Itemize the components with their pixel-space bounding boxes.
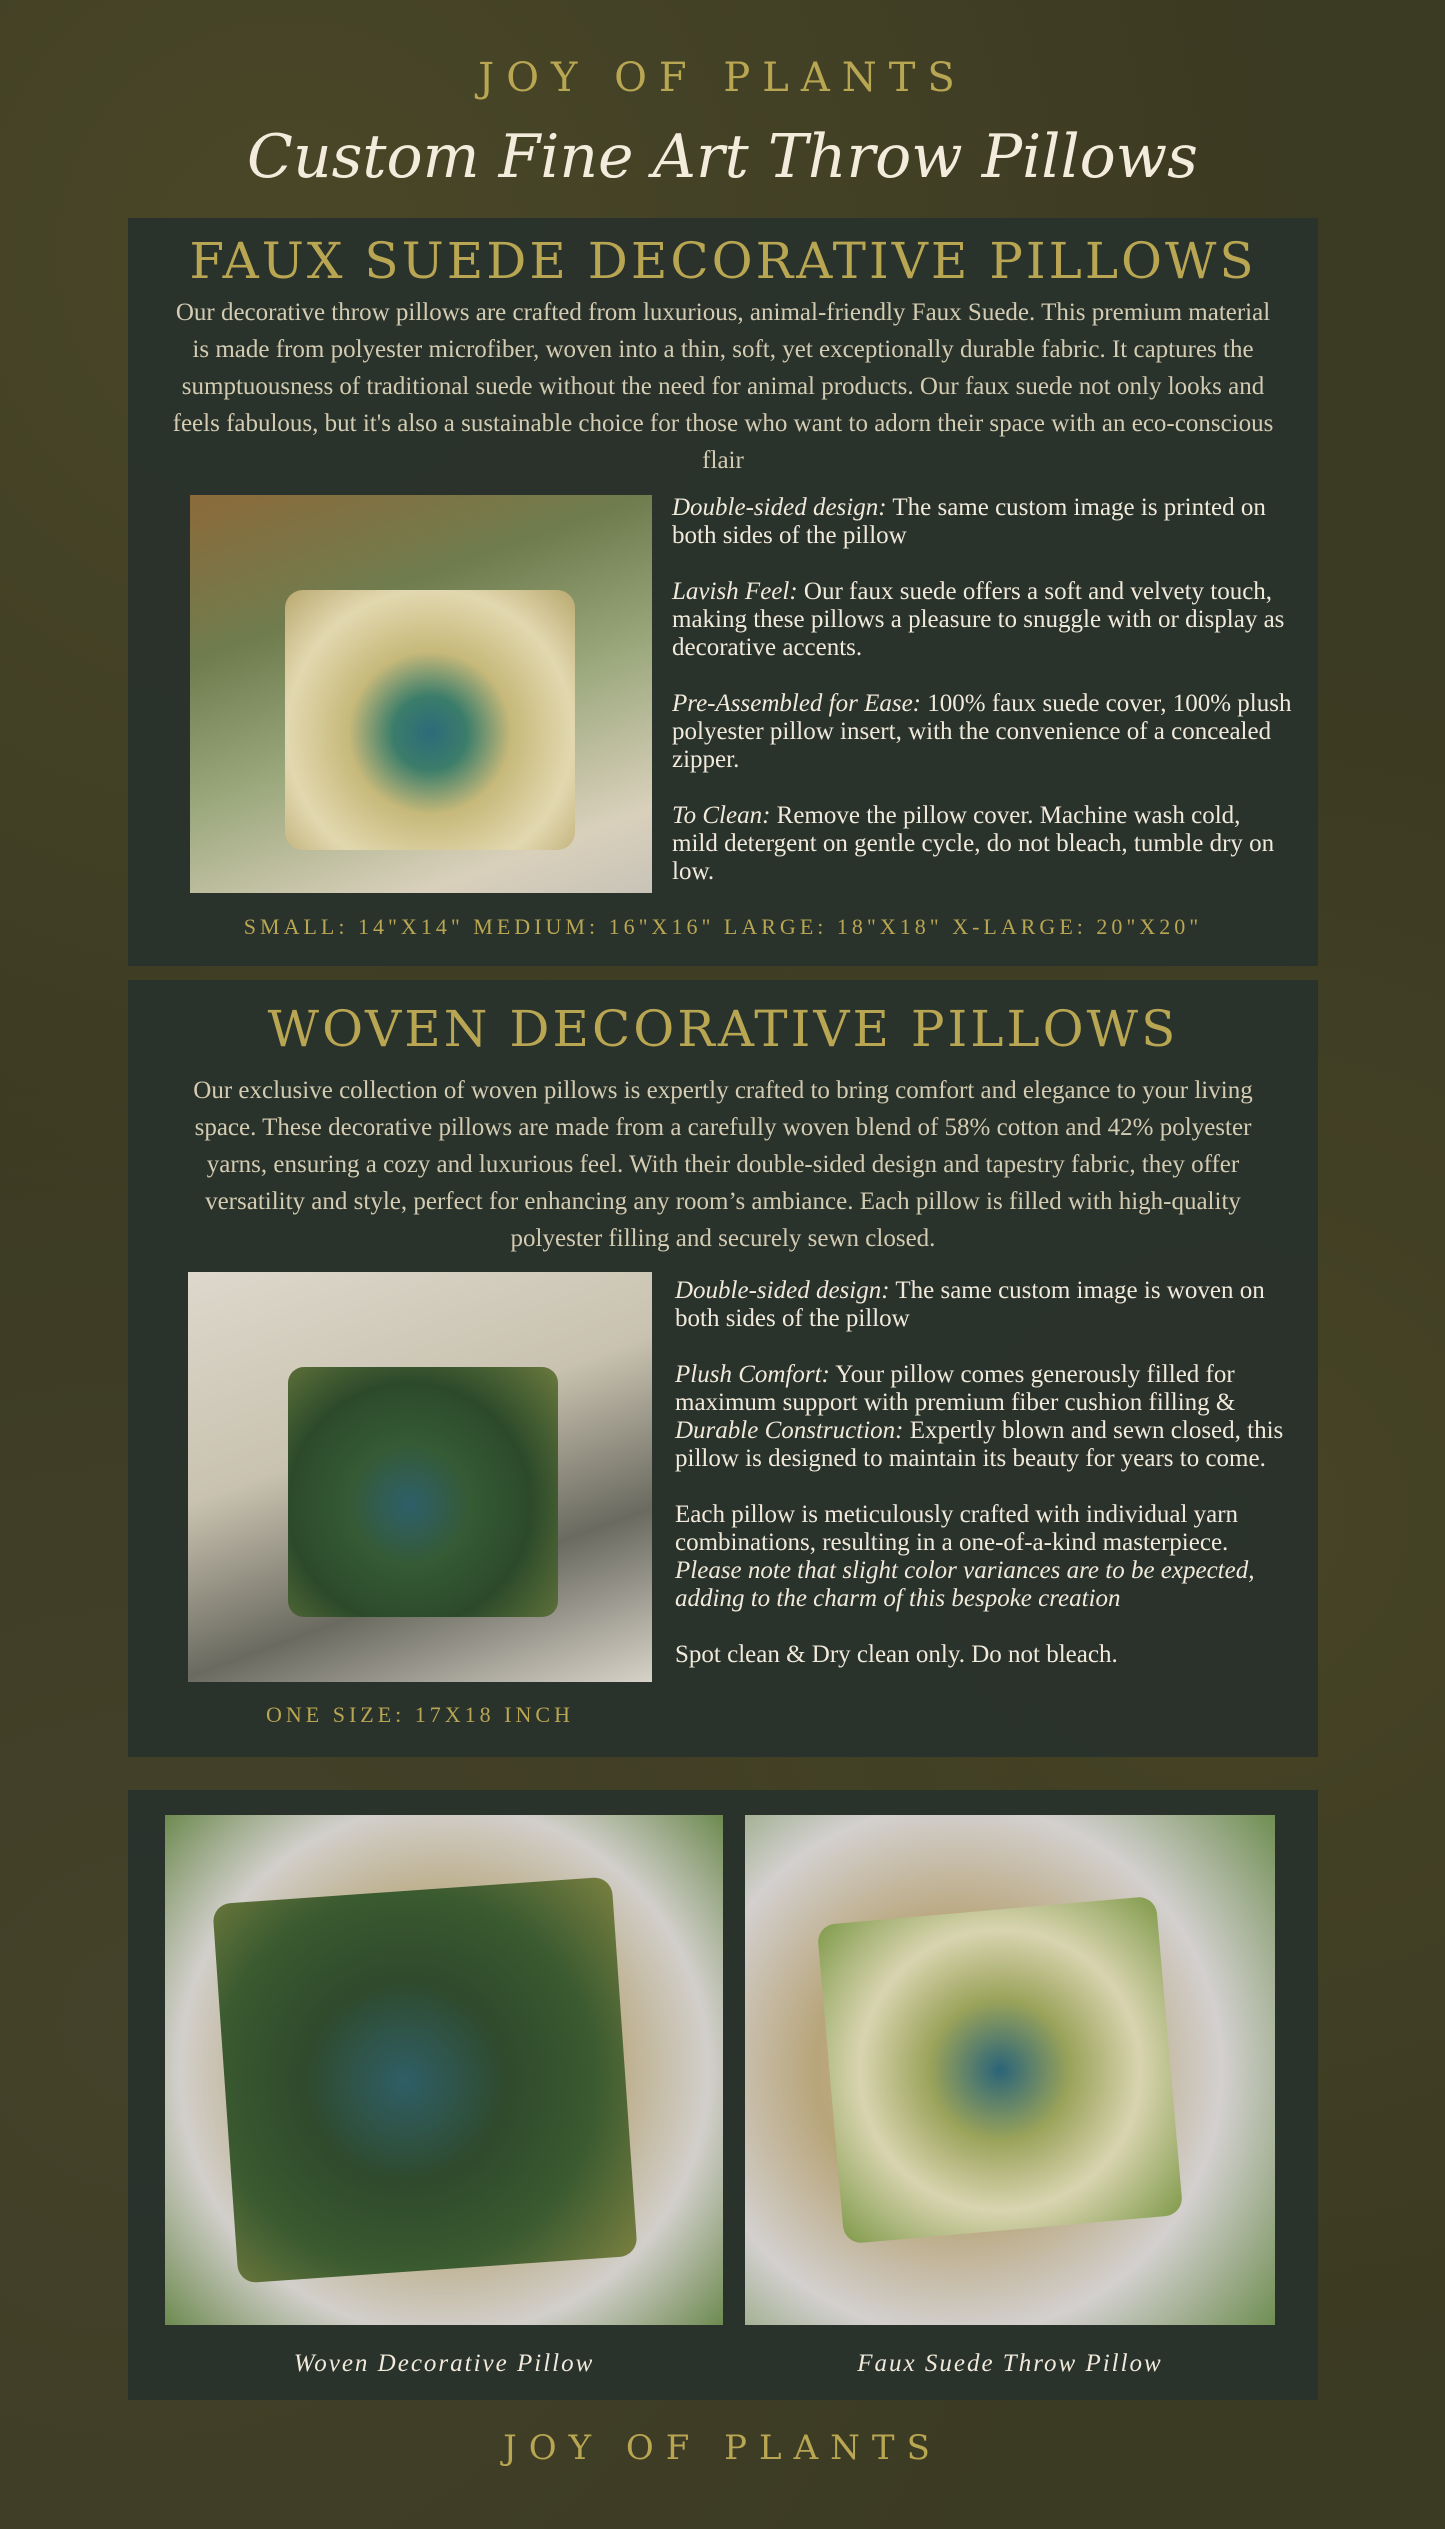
feature-item: Pre-Assembled for Ease: 100% faux suede cover, 100% plush polyester pillow insert, with the convenience of a concealed zipper. <box>672 690 1292 773</box>
feature-item: Plush Comfort: Your pillow comes generously filled for maximum support with premium fiber cushion filling & Durable Construction: Expertly blown and sewn closed, this pillow is designed to maintain its beauty for years to come. <box>675 1361 1284 1472</box>
feature-list <box>672 494 1292 914</box>
care-instructions: Spot clean & Dry clean only. Do not bleach. <box>675 1641 1118 1668</box>
feature-item: Lavish Feel: Our faux suede offers a soft and velvety touch, making these pillows a pleasure to snuggle with or display as decorative accents. <box>672 578 1285 661</box>
peacock-pillow <box>817 1896 1184 2244</box>
page-subtitle: Custom Fine Art Throw Pillows <box>247 122 1198 192</box>
woven-pillow-gallery-photo <box>165 1815 723 2325</box>
size-option: ONE SIZE: 17X18 INCH <box>266 1702 574 1727</box>
faux-suede-pillow-photo <box>190 495 652 893</box>
gallery-section <box>128 1790 1318 2400</box>
woven-section <box>128 980 1318 1757</box>
size-options: SMALL: 14"X14" MEDIUM: 16"X16" LARGE: 18"X18" X-LARGE: 20"X20" <box>243 914 1203 939</box>
feature-item: To Clean: Remove the pillow cover. Machine wash cold, mild detergent on gentle cycle, do not bleach, tumble dry on low. <box>672 802 1275 885</box>
feature-item: Double-sided design: The same custom image is printed on both sides of the pillow <box>672 494 1266 549</box>
peacock-pillow <box>212 1877 638 2284</box>
peacock-pillow <box>285 590 575 850</box>
section-title: FAUX SUEDE DECORATIVE PILLOWS <box>189 232 1257 290</box>
section-description: Our exclusive collection of woven pillows is expertly crafted to bring comfort and elegance to your living space. These decorative pillows are made from a carefully woven blend of 58% cotton and 42% polyester yarns, ensuring a cozy and luxurious feel. With their double-sided design and tapestry fabric, they offer versatility and style, perfect for enhancing any room’s ambiance. Each pillow is filled with high-quality polyester filling and securely sewn closed. <box>193 1077 1253 1252</box>
feature-list <box>675 1277 1295 1697</box>
section-title: WOVEN DECORATIVE PILLOWS <box>267 1000 1179 1058</box>
section-description: Our decorative throw pillows are crafted from luxurious, animal-friendly Faux Suede. This premium material is made from polyester microfiber, woven into a thin, soft, yet exceptionally durable fabric. It captures the sumptuousness of traditional suede without the need for animal products. Our faux suede not only looks and feels fabulous, but it's also a sustainable choice for those who want to adorn their space with an eco-conscious flair <box>172 299 1274 474</box>
feature-item: Double-sided design: The same custom image is woven on both sides of the pillow <box>675 1277 1265 1332</box>
faux-suede-section <box>128 218 1318 966</box>
footer-brand: JOY OF PLANTS <box>503 2428 942 2468</box>
brand-logo: JOY OF PLANTS <box>478 55 967 101</box>
woven-pillow-photo <box>188 1272 652 1682</box>
gallery-caption: Woven Decorative Pillow <box>293 2350 595 2377</box>
gallery-caption: Faux Suede Throw Pillow <box>857 2350 1163 2377</box>
feature-item: Each pillow is meticulously crafted with individual yarn combinations, resulting in a one-of-a-kind masterpiece. Please note that slight color variances are to be expected, adding to the charm of this bespoke creation <box>675 1501 1255 1612</box>
peacock-pillow <box>288 1367 558 1617</box>
faux-suede-pillow-gallery-photo <box>745 1815 1275 2325</box>
